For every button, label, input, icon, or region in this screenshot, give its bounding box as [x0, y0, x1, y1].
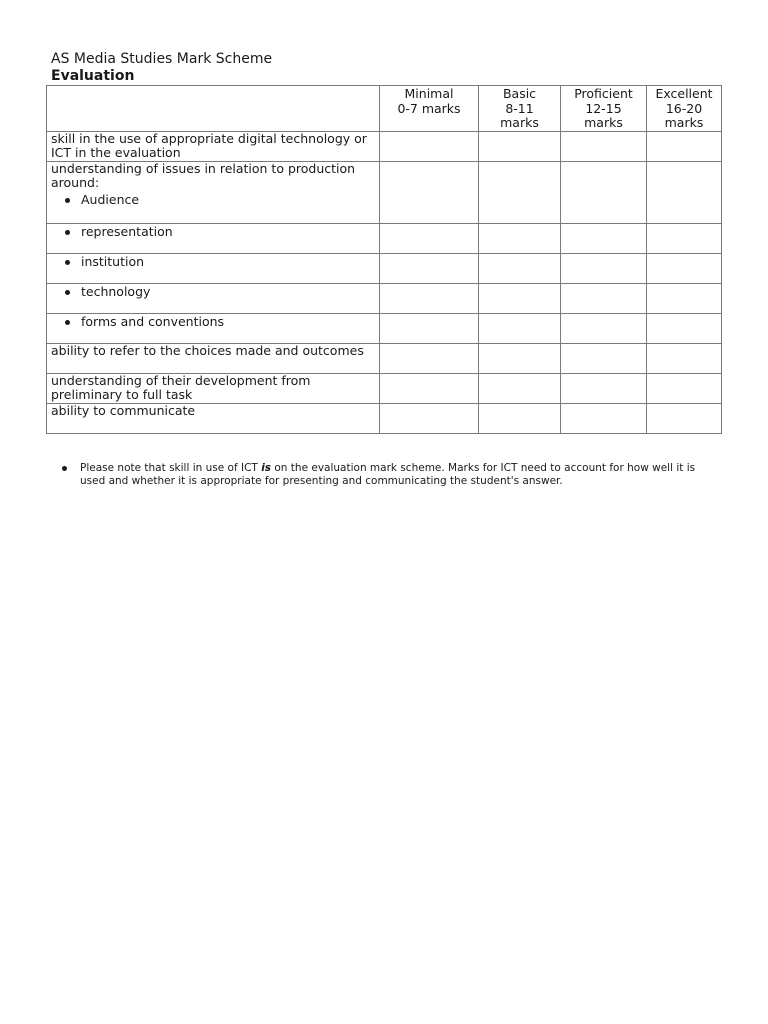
mark-cell [380, 223, 479, 253]
mark-cell [380, 403, 479, 433]
mark-cell [561, 131, 647, 161]
bullet-text: forms and conventions [81, 313, 225, 329]
mark-cell [647, 161, 722, 223]
table-header-row [47, 86, 722, 132]
mark-cell [479, 403, 561, 433]
mark-cell [561, 253, 647, 283]
bullet-text: Audience [81, 191, 140, 207]
band-name: Minimal [404, 86, 454, 101]
mark-cell [479, 161, 561, 223]
mark-cell [380, 343, 479, 373]
mark-cell [479, 253, 561, 283]
band-range: 12-15 [585, 100, 622, 116]
mark-cell [561, 403, 647, 433]
mark-cell [380, 131, 479, 161]
mark-cell [647, 253, 722, 283]
table-row [47, 131, 722, 161]
bullet-icon [65, 198, 70, 203]
header-band-excellent [647, 86, 722, 132]
bullet-item [51, 193, 375, 208]
mark-cell [380, 283, 479, 313]
table-row [47, 313, 722, 343]
mark-cell [561, 283, 647, 313]
mark-cell [479, 343, 561, 373]
criterion-issues [47, 161, 380, 223]
mark-cell [479, 283, 561, 313]
mark-cell [647, 131, 722, 161]
criterion-ict: skill in the use of appropriate digital technology or ICT in the evaluation [47, 131, 380, 161]
bullet-text: technology [81, 283, 151, 299]
mark-scheme-table [46, 85, 722, 434]
mark-cell [380, 161, 479, 223]
bullet-item [51, 255, 375, 270]
bullet-item [51, 315, 375, 330]
note-text-before: Please note that skill in use of ICT [80, 462, 262, 474]
table-row [47, 373, 722, 403]
mark-cell [561, 161, 647, 223]
mark-cell [647, 343, 722, 373]
header-band-proficient [561, 86, 647, 132]
mark-cell [380, 373, 479, 403]
bullet-text: representation [81, 223, 173, 239]
page-title: AS Media Studies Mark Scheme [51, 51, 273, 67]
bullet-item [51, 285, 375, 300]
mark-cell [380, 253, 479, 283]
mark-cell [479, 131, 561, 161]
bullet-icon [65, 290, 70, 295]
section-heading: Evaluation [51, 68, 135, 84]
mark-cell [647, 223, 722, 253]
mark-cell [479, 223, 561, 253]
mark-cell [561, 313, 647, 343]
header-criterion-cell [47, 86, 380, 132]
band-name: Proficient [574, 86, 633, 101]
table-row [47, 223, 722, 253]
band-marks: marks [664, 115, 704, 130]
mark-cell [380, 313, 479, 343]
criterion-issues-label: understanding of issues in relation to production around: [51, 160, 356, 190]
mark-cell [647, 313, 722, 343]
criterion-technology [47, 283, 380, 313]
bullet-icon [62, 466, 67, 471]
criterion-development: understanding of their development from preliminary to full task [47, 373, 380, 403]
ict-note-text [80, 462, 722, 488]
band-range: 16-20 [665, 100, 703, 116]
table-row [47, 283, 722, 313]
band-range: 0-7 marks [397, 100, 461, 116]
criterion-choices: ability to refer to the choices made and outcomes [47, 343, 380, 373]
table-row [47, 403, 722, 433]
criterion-communicate: ability to communicate [47, 403, 380, 433]
criterion-institution [47, 253, 380, 283]
mark-cell [647, 403, 722, 433]
ict-note [62, 462, 722, 488]
mark-cell [479, 313, 561, 343]
table-row [47, 253, 722, 283]
note-emphasis: is [261, 462, 272, 474]
band-name: Excellent [655, 86, 713, 101]
band-name: Basic [502, 86, 537, 101]
table-row [47, 343, 722, 373]
header-band-basic [479, 86, 561, 132]
mark-cell [561, 223, 647, 253]
bullet-icon [65, 260, 70, 265]
criterion-forms [47, 313, 380, 343]
mark-cell [479, 373, 561, 403]
bullet-item [51, 225, 375, 240]
header-band-minimal [380, 86, 479, 132]
band-marks: marks [584, 115, 623, 130]
mark-cell [561, 373, 647, 403]
mark-cell [561, 343, 647, 373]
band-range: 8-11 [505, 100, 534, 116]
bullet-icon [65, 230, 70, 235]
table-row [47, 161, 722, 223]
criterion-representation [47, 223, 380, 253]
band-marks: marks [500, 115, 539, 130]
mark-cell [647, 283, 722, 313]
bullet-text: institution [81, 253, 145, 269]
mark-cell [647, 373, 722, 403]
bullet-icon [65, 320, 70, 325]
note-text-after: on the evaluation mark scheme. Marks for ICT need to account for how well it is used and whether it is appropriate for presenting and communicating the student's answer. [80, 462, 696, 487]
